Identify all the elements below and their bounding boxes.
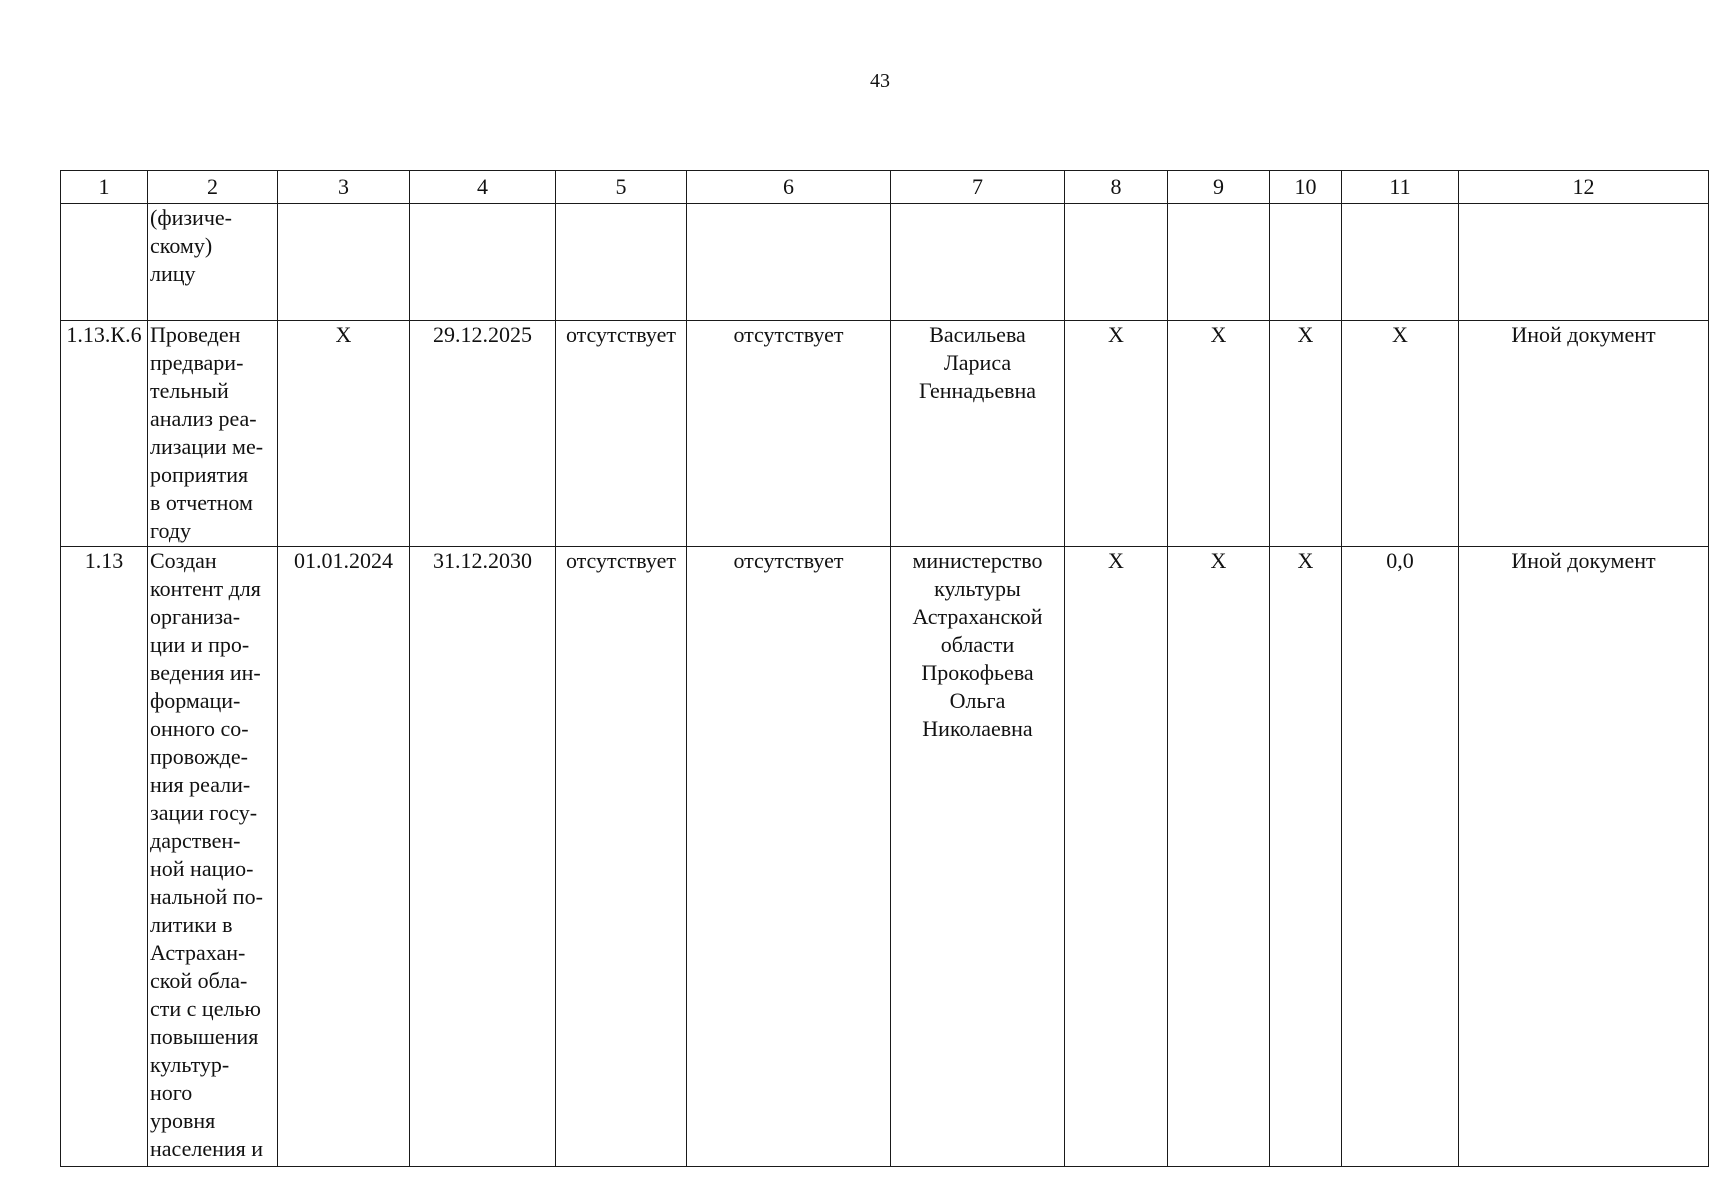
row-col11 — [1342, 204, 1459, 321]
row-col9: X — [1168, 321, 1270, 547]
row-end-date: 29.12.2025 — [410, 321, 556, 547]
description-line: ции и про- — [150, 632, 250, 657]
description-line: контент для — [150, 576, 261, 601]
description-line: тельный — [150, 378, 229, 403]
responsible-line: культуры — [934, 576, 1021, 601]
page-number: 43 — [870, 70, 890, 92]
description-line: анализ реа- — [150, 406, 257, 431]
description-line: ской обла- — [150, 968, 248, 993]
description-line: культур- — [150, 1052, 230, 1077]
column-header: 6 — [687, 171, 891, 204]
description-line: организа- — [150, 604, 241, 629]
column-header: 5 — [556, 171, 687, 204]
row-col8: X — [1065, 321, 1168, 547]
table-row — [61, 547, 1709, 1167]
row-col6: отсутствует — [687, 321, 891, 547]
description-line: Создан — [150, 548, 217, 573]
row-id — [61, 204, 148, 321]
description-line: ведения ин- — [150, 660, 261, 685]
table-row — [61, 321, 1709, 547]
description-line: уровня — [150, 1108, 216, 1133]
row-col8 — [1065, 204, 1168, 321]
row-col8: X — [1065, 547, 1168, 1167]
column-header: 7 — [891, 171, 1065, 204]
description-line: формаци- — [150, 688, 241, 713]
description-line: (физиче- — [150, 205, 232, 230]
row-start-date: 01.01.2024 — [278, 547, 410, 1167]
responsible-line: Геннадьевна — [918, 378, 1037, 403]
row-col5: отсутствует — [556, 547, 687, 1167]
column-header: 2 — [148, 171, 278, 204]
responsible-line: Лариса — [943, 350, 1012, 375]
description-line: сти с целью — [150, 996, 261, 1021]
description-line: предвари- — [150, 350, 244, 375]
row-id: 1.13.К.6 — [61, 321, 148, 547]
responsible-line: Ольга — [949, 688, 1006, 713]
description-line: нальной по- — [150, 884, 263, 909]
column-header: 11 — [1342, 171, 1459, 204]
responsible-line: министерство — [912, 548, 1043, 573]
description-line: населения и — [150, 1136, 264, 1161]
row-description — [148, 204, 278, 321]
row-col10: X — [1270, 321, 1342, 547]
description-line: лизации ме- — [150, 434, 264, 459]
row-col11: 0,0 — [1342, 547, 1459, 1167]
column-header: 8 — [1065, 171, 1168, 204]
table-row — [61, 204, 1709, 321]
row-id: 1.13 — [61, 547, 148, 1167]
row-responsible — [891, 204, 1065, 321]
responsible-line: области — [940, 632, 1015, 657]
responsible-line: Николаевна — [922, 716, 1033, 741]
column-header: 10 — [1270, 171, 1342, 204]
column-header: 4 — [410, 171, 556, 204]
column-header: 3 — [278, 171, 410, 204]
description-line: ного — [150, 1080, 193, 1105]
row-end-date: 31.12.2030 — [410, 547, 556, 1167]
description-line: Проведен — [150, 322, 241, 347]
row-description — [148, 547, 278, 1167]
row-responsible — [891, 321, 1065, 547]
column-header: 12 — [1459, 171, 1709, 204]
column-header: 1 — [61, 171, 148, 204]
row-col6: отсутствует — [687, 547, 891, 1167]
row-col9: X — [1168, 547, 1270, 1167]
description-line: ной нацио- — [150, 856, 254, 881]
description-line: литики в — [150, 912, 233, 937]
description-line: лицу — [150, 261, 196, 286]
row-end-date — [410, 204, 556, 321]
description-line: провожде- — [150, 744, 248, 769]
row-document: Иной документ — [1459, 321, 1709, 547]
row-description — [148, 321, 278, 547]
responsible-line: Васильева — [929, 322, 1026, 347]
description-line: повышения — [150, 1024, 259, 1049]
description-line: ния реали- — [150, 772, 251, 797]
row-start-date: X — [278, 321, 410, 547]
row-col9 — [1168, 204, 1270, 321]
row-col5 — [556, 204, 687, 321]
responsible-line: Астраханской — [912, 604, 1043, 629]
row-document: Иной документ — [1459, 547, 1709, 1167]
row-responsible — [891, 547, 1065, 1167]
description-line: в отчетном — [150, 490, 253, 515]
description-line: онного со- — [150, 716, 249, 741]
description-line: Астрахан- — [150, 940, 246, 965]
column-number-row — [61, 171, 1709, 204]
responsible-line: Прокофьева — [921, 660, 1034, 685]
row-col5: отсутствует — [556, 321, 687, 547]
description-line: дарствен- — [150, 828, 241, 853]
description-line: зации госу- — [150, 800, 258, 825]
column-header: 9 — [1168, 171, 1270, 204]
row-col10 — [1270, 204, 1342, 321]
description-line: роприятия — [150, 462, 249, 487]
row-document — [1459, 204, 1709, 321]
description-line: году — [150, 518, 192, 543]
description-line: скому) — [150, 233, 213, 258]
row-col11: X — [1342, 321, 1459, 547]
row-col6 — [687, 204, 891, 321]
row-col10: X — [1270, 547, 1342, 1167]
plan-table — [60, 170, 1709, 1167]
row-start-date — [278, 204, 410, 321]
